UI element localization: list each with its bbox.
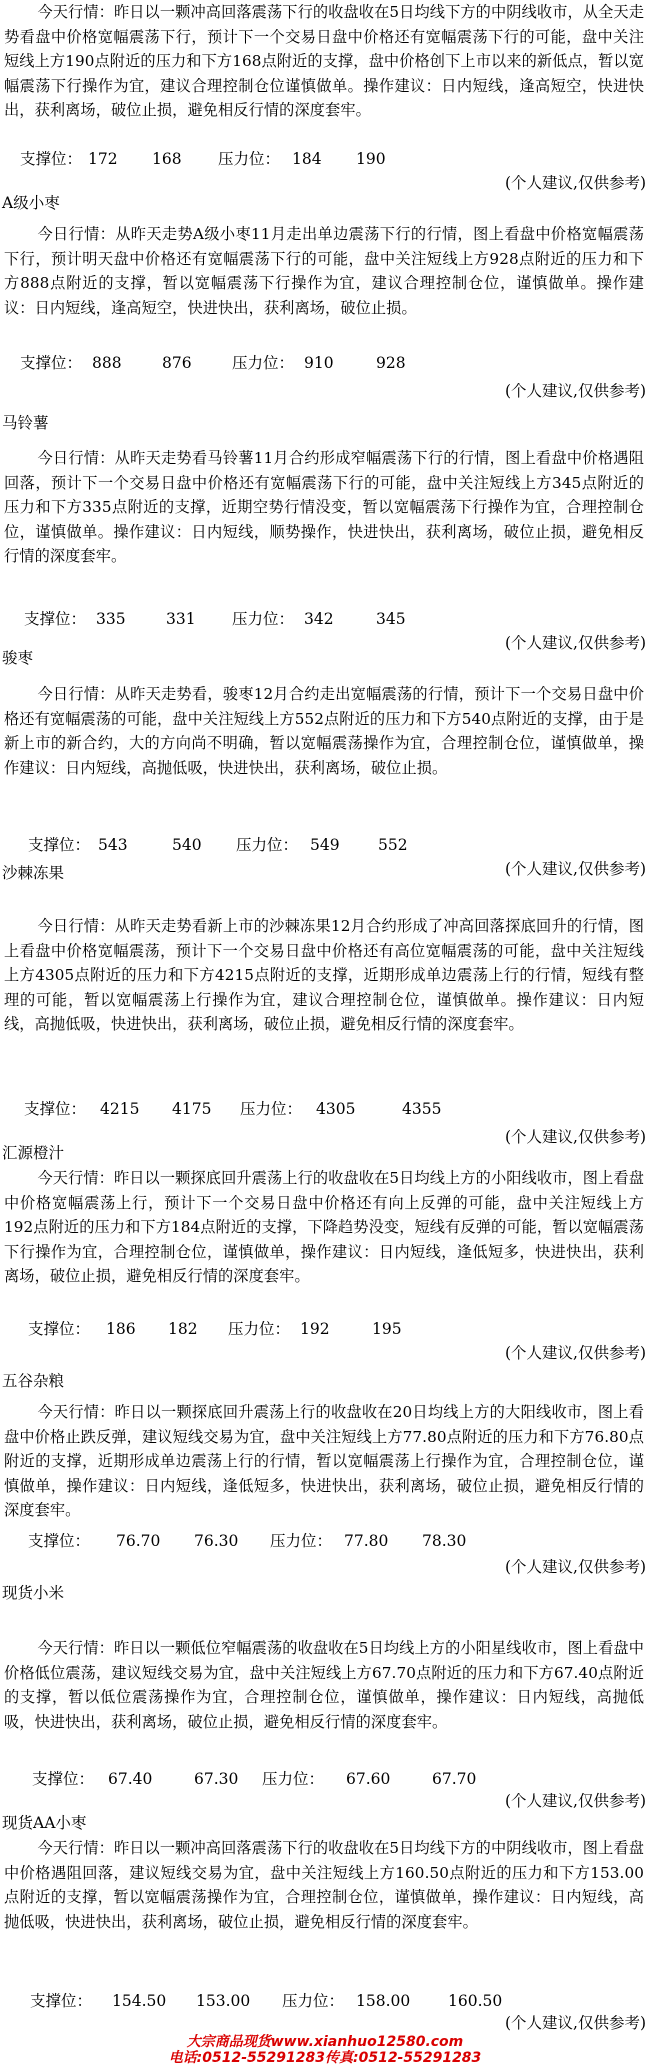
support-value-1: 186 bbox=[106, 1320, 136, 1338]
pressure-value-2: 78.30 bbox=[422, 1532, 467, 1550]
section-paragraph: 今天行情：昨日以一颗探底回升震荡上行的收盘收在20日均线上方的大阳线收市，图上看盘中价格止跌反弹，建议短线交易为宜，盘中关注短线上方77.80点附近的压力和下方76.80点附近的支撑，近期形成单边震荡上行的行情，暂以宽幅震荡上行操作为宜，合理控制仓位，谨慎做单，操作建议：日内短线，逢低短多，快进快出，获利离场，破位止损，避免相反行情的深度套牢。 bbox=[4, 1403, 644, 1519]
disclaimer-note: (个人建议,仅供参考) bbox=[504, 174, 646, 192]
disclaimer-note: (个人建议,仅供参考) bbox=[504, 2014, 646, 2032]
pressure-value-1: 342 bbox=[304, 610, 334, 628]
support-value-1: 76.70 bbox=[116, 1532, 161, 1550]
section-title: 沙棘冻果 bbox=[2, 864, 65, 882]
pressure-value-2: 160.50 bbox=[448, 1992, 503, 2010]
support-value-1: 335 bbox=[96, 610, 126, 628]
section-paragraph: 今日行情：从昨天走势看马铃薯11月合约形成窄幅震荡下行的行情，图上看盘中价格遇阻回落，预计下一个交易日盘中价格还有宽幅震荡下行的可能，盘中关注短线上方345点附近的压力和下方335点附近的支撑，近期空势行情没变，暂以宽幅震荡下行操作为宜，合理控制仓位，谨慎做单。操作建议：日内短线，顺势操作，快进快出，获利离场，破位止损，避免相反行情的深度套牢。 bbox=[4, 449, 644, 565]
pressure-label: 压力位： bbox=[282, 1992, 345, 2010]
pressure-value-2: 67.70 bbox=[432, 1770, 477, 1788]
disclaimer-note: (个人建议,仅供参考) bbox=[504, 382, 646, 400]
disclaimer-note: (个人建议,仅供参考) bbox=[504, 860, 646, 878]
section-title: 汇源橙汁 bbox=[2, 1144, 65, 1162]
pressure-value-2: 190 bbox=[356, 150, 386, 168]
support-value-1: 67.40 bbox=[108, 1770, 153, 1788]
pressure-label: 压力位： bbox=[240, 1100, 303, 1118]
pressure-label: 压力位： bbox=[262, 1770, 325, 1788]
support-value-2: 76.30 bbox=[194, 1532, 239, 1550]
support-label: 支撑位： bbox=[24, 610, 87, 628]
support-label: 支撑位： bbox=[24, 1100, 87, 1118]
pressure-value-1: 184 bbox=[292, 150, 322, 168]
support-value-2: 168 bbox=[152, 150, 182, 168]
section-paragraph: 今日行情：从昨天走势看，骏枣12月合约走出宽幅震荡的行情，预计下一个交易日盘中价格还有宽幅震荡的可能，盘中关注短线上方552点附近的压力和下方540点附近的支撑，由于是新上市的新合约，大的方向尚不明确，暂以宽幅震荡操作为宜，合理控制仓位，谨慎做单，操作建议：日内短线，高抛低吸，快进快出，获利离场，破位止损。 bbox=[4, 685, 644, 777]
support-label: 支撑位： bbox=[20, 150, 83, 168]
support-value-1: 543 bbox=[98, 836, 128, 854]
disclaimer-note: (个人建议,仅供参考) bbox=[504, 1558, 646, 1576]
disclaimer-note: (个人建议,仅供参考) bbox=[504, 1128, 646, 1146]
pressure-label: 压力位： bbox=[228, 1320, 291, 1338]
pressure-value-2: 4355 bbox=[402, 1100, 442, 1118]
pressure-value-2: 195 bbox=[372, 1320, 402, 1338]
section-title: 五谷杂粮 bbox=[2, 1372, 65, 1390]
disclaimer-note: (个人建议,仅供参考) bbox=[504, 634, 646, 652]
section-paragraph: 今天行情：昨日以一颗冲高回落震荡下行的收盘收在5日均线下方的中阴线收市，图上看盘中价格遇阻回落，建议短线交易为宜，盘中关注短线上方160.50点附近的压力和下方153.00点附近的支撑，暂以宽幅震荡操作为宜，合理控制仓位，谨慎做单，操作建议：日内短线，高抛低吸，快进快出，获利离场，破位止损，避免相反行情的深度套牢。 bbox=[4, 1839, 644, 1931]
support-label: 支撑位： bbox=[30, 1992, 93, 2010]
pressure-value-2: 345 bbox=[376, 610, 406, 628]
pressure-label: 压力位： bbox=[236, 836, 299, 854]
section-paragraph: 今天行情：昨日以一颗低位窄幅震荡的收盘收在5日均线上方的小阳星线收市，图上看盘中价格低位震荡，建议短线交易为宜，盘中关注短线上方67.70点附近的压力和下方67.40点附近的支撑，暂以低位震荡操作为宜，合理控制仓位，谨慎做单，操作建议：日内短线，高抛低吸，快进快出，获利离场，破位止损，避免相反行情的深度套牢。 bbox=[4, 1639, 644, 1731]
section-paragraph: 今日行情：从昨天走势看新上市的沙棘冻果12月合约形成了冲高回落探底回升的行情，图上看盘中价格宽幅震荡，预计下一个交易日盘中价格还有高位宽幅震荡的可能，盘中关注短线上方4305点附近的压力和下方4215点附近的支撑，近期形成单边震荡上行的行情，短线有整理的可能，暂以宽幅震荡上行操作为宜，建议合理控制仓位，谨慎做单。操作建议：日内短线，高抛低吸，快进快出，获利离场，破位止损，避免相反行情的深度套牢。 bbox=[4, 917, 644, 1033]
support-value-2: 876 bbox=[162, 354, 192, 372]
section-title: 现货小米 bbox=[2, 1584, 65, 1602]
pressure-value-2: 928 bbox=[376, 354, 406, 372]
disclaimer-note: (个人建议,仅供参考) bbox=[504, 1792, 646, 1810]
support-value-2: 540 bbox=[172, 836, 202, 854]
support-value-2: 331 bbox=[166, 610, 196, 628]
support-value-2: 67.30 bbox=[194, 1770, 239, 1788]
support-value-1: 888 bbox=[92, 354, 122, 372]
support-value-2: 4175 bbox=[172, 1100, 212, 1118]
pressure-label: 压力位： bbox=[232, 610, 295, 628]
support-value-1: 154.50 bbox=[112, 1992, 167, 2010]
support-label: 支撑位： bbox=[28, 1320, 91, 1338]
section-title: 现货AA小枣 bbox=[2, 1814, 87, 1832]
section-paragraph: 今日行情：从昨天走势A级小枣11月走出单边震荡下行的行情，图上看盘中价格宽幅震荡下行，预计明天盘中价格还有宽幅震荡下行的可能，盘中关注短线上方928点附近的压力和下方888点附近的支撑，暂以宽幅震荡下行操作为宜，建议合理控制仓位，谨慎做单。操作建议：日内短线，逢高短空，快进快出，获利离场，破位止损。 bbox=[4, 225, 644, 317]
pressure-value-2: 552 bbox=[378, 836, 408, 854]
support-value-1: 4215 bbox=[100, 1100, 140, 1118]
pressure-value-1: 549 bbox=[310, 836, 340, 854]
pressure-value-1: 158.00 bbox=[356, 1992, 411, 2010]
support-label: 支撑位： bbox=[32, 1770, 95, 1788]
section-title: 骏枣 bbox=[2, 649, 34, 667]
footer-website: 大宗商品现货www.xianhuo12580.com bbox=[186, 2034, 464, 2050]
pressure-value-1: 192 bbox=[300, 1320, 330, 1338]
pressure-label: 压力位： bbox=[270, 1532, 333, 1550]
pressure-value-1: 4305 bbox=[316, 1100, 356, 1118]
section-paragraph: 今天行情：昨日以一颗探底回升震荡上行的收盘收在5日均线上方的小阳线收市，图上看盘中价格宽幅震荡上行，预计下一个交易日盘中价格还有向上反弹的可能，盘中关注短线上方192点附近的压力和下方184点附近的支撑，下降趋势没变，短线有反弹的可能，暂以宽幅震荡下行操作为宜，合理控制仓位，谨慎做单，操作建议：日内短线，逢低短多，快进快出，获利离场，破位止损，避免相反行情的深度套牢。 bbox=[4, 1169, 644, 1285]
section-title: A级小枣 bbox=[2, 194, 60, 212]
support-label: 支撑位： bbox=[28, 1532, 91, 1550]
section-title: 马铃薯 bbox=[2, 414, 49, 432]
support-value-1: 172 bbox=[88, 150, 118, 168]
pressure-label: 压力位： bbox=[232, 354, 295, 372]
support-label: 支撑位： bbox=[28, 836, 91, 854]
pressure-label: 压力位： bbox=[218, 150, 281, 168]
disclaimer-note: (个人建议,仅供参考) bbox=[504, 1344, 646, 1362]
footer-contact: 电话:0512-55291283传真:0512-55291283 bbox=[168, 2050, 482, 2066]
support-value-2: 153.00 bbox=[196, 1992, 251, 2010]
support-label: 支撑位： bbox=[20, 354, 83, 372]
pressure-value-1: 77.80 bbox=[344, 1532, 389, 1550]
section-paragraph: 今天行情：昨日以一颗冲高回落震荡下行的收盘收在5日均线下方的中阴线收市，从全天走势看盘中价格宽幅震荡下行，预计下一个交易日盘中价格还有宽幅震荡下行的可能，盘中关注短线上方190点附近的压力和下方168点附近的支撑，盘中价格创下上市以来的新低点，暂以宽幅震荡下行操作为宜，建议合理控制仓位谨慎做单。操作建议：日内短线，逢高短空，快进快出，获利离场，破位止损，避免相反行情的深度套牢。 bbox=[4, 3, 644, 119]
pressure-value-1: 910 bbox=[304, 354, 334, 372]
support-value-2: 182 bbox=[168, 1320, 198, 1338]
pressure-value-1: 67.60 bbox=[346, 1770, 391, 1788]
